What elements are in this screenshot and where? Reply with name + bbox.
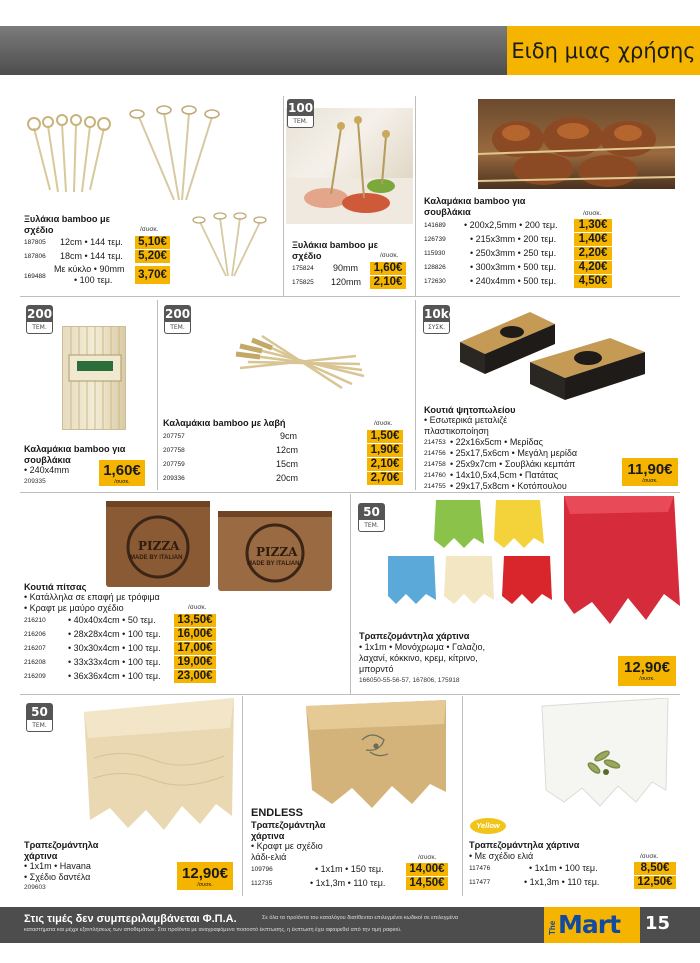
- product-code: 207758: [163, 447, 185, 454]
- price-value: 11,90€: [627, 461, 673, 478]
- price-tag: 1,50€: [367, 430, 403, 443]
- product-code: 214758: [424, 461, 446, 468]
- box-print: MADE BY ITALIAN: [130, 555, 183, 561]
- product-desc: • Κατάλληλα σε επαφή με τρόφιμα: [24, 592, 160, 602]
- product-spec: • 29x17,5x8cm • Κοτόπουλου: [450, 481, 567, 491]
- divider: [415, 300, 416, 490]
- product-spec: 20cm: [276, 473, 299, 483]
- price-tag: 23,00€: [174, 670, 216, 683]
- product-spec: • 30x30x4cm • 100 τεμ.: [68, 643, 161, 653]
- product-row: [424, 470, 624, 481]
- product-code: 172630: [424, 278, 446, 285]
- badge-unit: ΤΕΜ.: [364, 522, 379, 529]
- price-tag: 2,20€: [574, 247, 612, 260]
- badge-number: 200: [165, 307, 191, 321]
- unit-label: /συσκ.: [188, 604, 207, 611]
- page-number: 15: [645, 913, 671, 934]
- product-title: Καλαμάκια bamboo με λαβή: [163, 418, 286, 428]
- product-code: 175824: [292, 265, 314, 272]
- divider: [242, 696, 243, 896]
- badge-number: 50: [27, 704, 52, 720]
- price-tag: 16,00€: [174, 628, 216, 641]
- product-code: 216206: [24, 631, 46, 638]
- product-code: 166050-55-56-57, 167806, 175918: [359, 677, 460, 684]
- badge-unit: ΤΕΜ.: [32, 324, 47, 331]
- product-desc: • Σχέδιο δαντέλα: [24, 872, 91, 882]
- price-tag: [622, 458, 678, 486]
- product-desc: λαχανί, κόκκινο, κρεμ, κίτρινο,: [359, 653, 478, 663]
- product-spec: • 1x1,3m • 110 τεμ.: [310, 878, 386, 888]
- product-desc: • 240x4mm: [24, 465, 70, 475]
- product-desc: μπορντό: [359, 664, 394, 674]
- divider: [350, 494, 351, 694]
- product-spec: Με κύκλο • 90mm: [54, 264, 125, 274]
- price-tag: [177, 862, 233, 890]
- product-image-colored-tablecloths: [388, 496, 680, 628]
- product-code: 187806: [24, 253, 46, 260]
- divider: [157, 300, 158, 490]
- product-spec: 12cm • 144 τεμ.: [60, 237, 123, 247]
- price-unit: /συσκ.: [639, 676, 655, 682]
- product-spec: • 28x28x4cm • 100 τεμ.: [68, 629, 161, 639]
- product-row: [469, 862, 659, 875]
- product-code: 209335: [24, 478, 46, 485]
- product-image-pizza-boxes: [100, 497, 342, 597]
- price-value: 12,90€: [624, 659, 670, 676]
- product-image-bamboo-skewers-small: [188, 212, 270, 280]
- product-code: 209603: [24, 884, 46, 891]
- product-code: 214753: [424, 439, 446, 446]
- price-tag: 14,00€: [406, 863, 448, 876]
- product-spec: 120mm: [331, 277, 362, 287]
- product-spec: • 36x36x4cm • 100 τεμ.: [68, 671, 161, 681]
- price-value: 1,60€: [103, 462, 141, 479]
- divider: [20, 492, 680, 493]
- product-title: Τραπεζομάντηλα χάρτινα: [24, 840, 99, 861]
- badge-unit: ΤΕΜ.: [170, 324, 185, 331]
- price-tag: 1,90€: [367, 444, 403, 457]
- product-code: 175825: [292, 279, 314, 286]
- product-code: 187805: [24, 239, 46, 246]
- product-title: Καλαμάκια bamboo για σουβλάκια: [424, 196, 526, 217]
- quantity-badge: [26, 703, 53, 732]
- product-code: 126739: [424, 236, 446, 243]
- product-title: Καλαμάκια bamboo για σουβλάκια: [24, 444, 126, 465]
- header-bar: [0, 26, 507, 75]
- price-tag: 14,50€: [406, 877, 448, 890]
- box-print: PIZZA: [138, 539, 180, 553]
- badge-unit: ΤΕΜ.: [32, 722, 47, 729]
- product-image-souvlaki: [478, 99, 675, 189]
- product-code: 214755: [424, 483, 446, 490]
- product-code: 216209: [24, 673, 46, 680]
- product-desc: • Εσωτερικά μεταλιζέ: [424, 415, 508, 425]
- unit-label: /συσκ.: [380, 252, 399, 259]
- product-spec: • 22x16x5cm • Μερίδας: [450, 437, 544, 447]
- price-tag: 1,30€: [574, 219, 612, 232]
- price-tag: [99, 460, 145, 486]
- brand-logo-yellow: Yellow: [470, 818, 506, 834]
- unit-label: /συσκ.: [418, 854, 437, 861]
- price-tag: 19,00€: [174, 656, 216, 669]
- product-code: 109796: [251, 866, 273, 873]
- price-tag: 2,70€: [367, 472, 403, 485]
- unit-label: /συσκ.: [140, 226, 159, 233]
- product-code: 169488: [24, 273, 46, 280]
- product-title: Κουτιά πίτσας: [24, 582, 87, 592]
- price-tag: 3,70€: [135, 266, 170, 284]
- themart-logo: [544, 907, 640, 943]
- product-desc: • Κραφτ με μαύρο σχέδιο: [24, 603, 124, 613]
- section-title: Ειδη μιας χρήσης: [507, 26, 700, 75]
- footer-disclaimer: Σε όλα τα προϊόντα του καταλόγου διατίθενται επιλεγμένοι κωδικοί σε επιλεγμένα: [262, 915, 459, 921]
- product-spec: • 1x1,3m • 110 τεμ.: [524, 877, 600, 887]
- product-code: 207759: [163, 461, 185, 468]
- price-tag: 2,10€: [370, 276, 406, 289]
- product-row: [424, 481, 624, 492]
- product-spec: • 1x1m • 100 τεμ.: [529, 863, 598, 873]
- divider: [462, 696, 463, 896]
- quantity-badge: [358, 503, 385, 532]
- divider: [283, 96, 284, 296]
- product-code: 128826: [424, 264, 446, 271]
- box-print: PIZZA: [256, 545, 298, 559]
- product-spec: • 33x33x4cm • 100 τεμ.: [68, 657, 161, 667]
- price-unit: /συσκ.: [114, 479, 130, 485]
- badge-unit: ΣΥΣΚ.: [427, 324, 446, 331]
- price-tag: 2,10€: [367, 458, 403, 471]
- logo-mart: Mart: [558, 910, 621, 939]
- unit-label: /συσκ.: [583, 210, 602, 217]
- price-tag: 4,50€: [574, 275, 612, 288]
- price-value: 12,90€: [182, 865, 228, 882]
- price-tag: 17,00€: [174, 642, 216, 655]
- product-code: 115930: [424, 250, 446, 257]
- product-spec: • 40x40x4cm • 50 τεμ.: [68, 615, 156, 625]
- badge-number: 100: [288, 101, 314, 115]
- product-title: Ξυλάκια bamboo με σχέδιο: [24, 214, 111, 235]
- product-code: 216207: [24, 645, 46, 652]
- product-spec: • 14x10,5x4,5cm • Πατάτας: [450, 470, 559, 480]
- product-code: 117477: [469, 879, 491, 886]
- product-spec: 18cm • 144 τεμ.: [60, 251, 123, 261]
- product-code: 216210: [24, 617, 46, 624]
- product-spec: 15cm: [276, 459, 299, 469]
- product-title: Τραπεζομάντηλα χάρτινα: [251, 820, 326, 841]
- product-image-kraft-tablecloth: [300, 700, 452, 810]
- product-image-handle-skewers: [232, 326, 372, 392]
- divider: [415, 96, 416, 296]
- product-title: Τραπεζομάντηλα χάρτινα: [469, 840, 580, 850]
- brand-name: ENDLESS: [251, 807, 303, 819]
- product-image-bamboo-skewers-knot: [124, 105, 224, 205]
- price-tag: 8,50€: [634, 862, 676, 875]
- product-code: 214760: [424, 472, 446, 479]
- product-code: 117476: [469, 865, 491, 872]
- price-tag: 1,40€: [574, 233, 612, 246]
- divider: [20, 296, 680, 297]
- product-desc: πλαστικοποίηση: [424, 426, 489, 436]
- price-tag: 5,10€: [135, 236, 170, 249]
- unit-label: /συσκ.: [640, 853, 659, 860]
- product-desc: λάδι-ελιά: [251, 852, 287, 862]
- footer-disclaimer: καταστήματα και μέχρι εξαντλήσεως των αποθεμάτων. Στα προϊόντα με αναγραφόμενο ποσοστό έκπτωσης, η έκπτωση έχει αφαιρεθεί από την τιμή ραφιού.: [24, 927, 402, 933]
- product-spec: • 25x9x7cm • Σουβλάκι κεμπάπ: [450, 459, 576, 469]
- product-spec: • 250x3mm • 250 τεμ.: [470, 248, 557, 258]
- price-tag: 1,60€: [370, 262, 406, 275]
- logo-the: The: [548, 920, 557, 935]
- product-spec: • 25x17,5x6cm • Μεγάλη μερίδα: [450, 448, 578, 458]
- product-code: 216208: [24, 659, 46, 666]
- product-code: 214756: [424, 450, 446, 457]
- product-image-havana-tablecloth: [84, 698, 236, 833]
- vat-notice: Στις τιμές δεν συμπεριλαμβάνεται Φ.Π.Α.: [24, 913, 237, 925]
- product-spec: • 300x3mm • 500 τεμ.: [470, 262, 557, 272]
- product-image-grill-boxes: [460, 312, 670, 402]
- product-spec: • 215x3mm • 200 τεμ.: [470, 234, 557, 244]
- price-unit: /συσκ.: [197, 882, 213, 888]
- product-row: [424, 437, 624, 448]
- product-spec: 9cm: [280, 431, 298, 441]
- product-image-olive-tablecloth: [540, 698, 670, 810]
- badge-unit: ΤΕΜ.: [293, 118, 308, 125]
- quantity-badge: [164, 305, 191, 334]
- price-tag: 4,20€: [574, 261, 612, 274]
- product-spec: • 200x2,5mm • 200 τεμ.: [464, 220, 558, 230]
- product-desc: • Κραφτ με σχέδιο: [251, 841, 323, 851]
- product-code: 141689: [424, 222, 446, 229]
- badge-number: 50: [359, 504, 384, 520]
- price-tag: 5,20€: [135, 250, 170, 263]
- price-tag: [618, 656, 676, 686]
- unit-label: /συσκ.: [374, 420, 393, 427]
- price-unit: /συσκ.: [642, 478, 658, 484]
- quantity-badge: [26, 305, 53, 334]
- product-code: 207757: [163, 433, 185, 440]
- product-code: 209336: [163, 475, 185, 482]
- quantity-badge: [423, 305, 458, 334]
- badge-number: 200: [27, 307, 53, 321]
- product-row: [424, 448, 624, 459]
- product-spec: 90mm: [333, 263, 359, 273]
- divider: [20, 694, 680, 695]
- product-desc: • 1x1m • Μονόχρωμα • Γαλαζιο,: [359, 642, 486, 652]
- product-row: [469, 876, 659, 889]
- product-desc: • Με σχέδιο ελιά: [469, 851, 534, 861]
- price-tag: 13,50€: [174, 614, 216, 627]
- product-title: Τραπεζομάντηλα χάρτινα: [359, 631, 470, 641]
- box-print: MADE BY ITALIAN: [247, 561, 300, 567]
- product-title: Ξυλάκια bamboo με σχέδιο: [292, 240, 379, 261]
- product-spec: 12cm: [276, 445, 299, 455]
- product-image-skewer-pack: [62, 326, 126, 430]
- product-spec: • 1x1m • 150 τεμ.: [315, 864, 384, 874]
- product-title: Κουτιά ψητοπωλείου: [424, 405, 516, 415]
- quantity-badge: [287, 99, 314, 128]
- product-spec: • 100 τεμ.: [74, 275, 113, 285]
- product-code: 112735: [251, 880, 273, 887]
- product-image-bamboo-skewers-ring: [22, 108, 114, 196]
- product-desc: • 1x1m • Havana: [24, 861, 91, 871]
- badge-number: 10kg: [424, 307, 458, 321]
- price-tag: 12,50€: [634, 876, 676, 889]
- product-spec: • 240x4mm • 500 τεμ.: [470, 276, 557, 286]
- product-row: [424, 459, 624, 470]
